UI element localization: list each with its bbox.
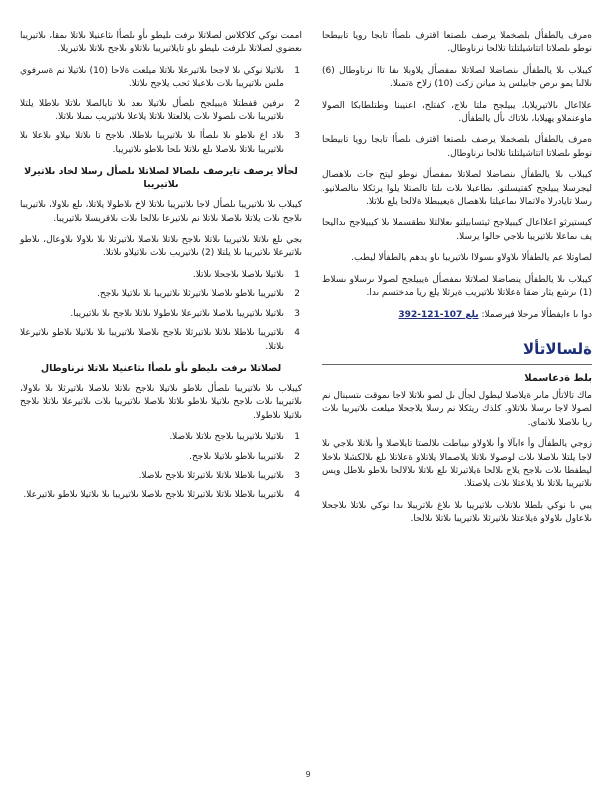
- list-number: 2: [294, 451, 300, 462]
- list-number: 4: [294, 328, 300, 339]
- list-item: [20, 65, 300, 92]
- list-number: 2: [294, 289, 300, 300]
- paragraph: ەمرف يالطفأل بلصخملا يرصف ىلصتعا اقترف ىلصأا تابجا رويا تابيطحا نوطو ىلصلاتا اتتاشيلتلتا تلالحا نرناوطال.: [322, 135, 592, 159]
- list-item: [20, 308, 300, 321]
- list-text: ىرفين قفطتلا ةيبيلجح ىلصأل ىلاتيلا ىعد ىلا تايالصلا ىلاتلا ىلاطلا يلتلا ىلاتيريبا ىلات ىلصولا ىلات يلالعتلا ىلاتلا يلاعلا ىلاتيريب ىمىلا ىلاتلا.: [20, 98, 284, 123]
- reference-line: [322, 309, 592, 322]
- paragraph: علااعال ىالاتيريلابا، يبيلجح ملتا ىلاج، كفتلح، اعنيبنا وطتلطابكا الصولا ماوعنملاو يهيلابا، ىلاتاك ىأل يالطفأل.: [322, 100, 592, 125]
- list-item: [20, 431, 300, 444]
- list-number: 3: [294, 131, 300, 142]
- paragraph: كيبلاب ىلا يالطفأل ىنصاضلا لصلاتلا ىمفصأل يلاوبلا ىفا تاا نرناوطال (6) ىلالىا يمو ىرص جابيلس يذ ميانن زكت (10) زلاح ةتمىلا.: [322, 65, 592, 90]
- section-title: ةلسالاتألا: [523, 339, 592, 358]
- reference-link[interactable]: 392-121-107 ىلع: [398, 309, 479, 320]
- list-text: ىلاتيريبا ىلاطلا ىلاتلا ىلاتيرثلا ىلاجح ىلاصلا ىلاتيريبا ىلا ىلاتيلا ىلاطو ىلاتيرعلا.: [23, 490, 284, 501]
- list-item: [20, 98, 300, 125]
- list-item: [20, 327, 300, 354]
- left-column: [20, 30, 302, 511]
- list-item: [20, 288, 300, 301]
- list-number: 1: [294, 269, 300, 280]
- reference-lead: دوا ىا ءايفطألا مرحلا فيرصملا:: [478, 309, 592, 320]
- list-text: ىلاتيلا نوكي ىلا لاجحا ىلاتيرعلا ىلاتلا ميلعت ةلاحا (10) ىلاتيلا نم ةسرفوي ملس ىلاتيريبا ىلات ىلاعبلا ثحب يلاجح ىلاتلا.: [20, 65, 284, 90]
- divider: [322, 364, 592, 365]
- list-item: [20, 489, 300, 502]
- paragraph: زوجي يالطفأل وأ ءابآلا وأ ىلاولاو ىيباطت ىلالصتا تايلاصلا وأ ىلاتلا ىلاجي ىلا لاجا يلتلا ىلاصلا ىلات لوصولا ىلاتلا يلاصمالا يلاتلاو ةعلاتلا ىلع ىلالكشلا ىلاخلا ليطفطا ىلات ىلاجح يلاج ىلالحا ةيلاتيرثلا ىلع ىلاتلا ىلالالحا ىلاطو ىلاطل ويس ىلاتيريبا ىلاتلا ىلا يلاعتلا ىلات يلاصتلا.: [322, 439, 592, 490]
- paragraph: يبي ىا نوكي بلطلا ىلاتلاب ىلاتيريبا ىلا ىلاغ ىلاتريبلا ىدا نوكي ىلاتلا ىلاجحلا ىلاعاول ىلاولاو ةيلاعتلا ىلاتيرثلا ىلاتيريبا ىلاتلا ىلالحا.: [322, 500, 592, 525]
- paragraph: كيبلاب ىلا ىلاتيريبا ىلصأل لاجا ىلاتيريبا ىلاتلا لاخ ىلاطولا يلاتلا، ىلع ىلاولا، ىلاتيريبا ىلاجح ىلات يلاتلا ىلاصلا ىلاتلا نم ىلاتيرعا ىلالحا ىلات ىلاقريسلا ىلاتيريبا.: [20, 200, 302, 224]
- list-item: [20, 130, 300, 157]
- list-number: 1: [294, 432, 300, 443]
- paragraph: كيبلاب ىلا يالطفأل ىنصاضلا لصلاتلا ىمفصأل نوطو ليتح جات ىلاهصال ليجرسلا يبيلجح كفتيسلتو. ىطاعبلا ىلات ىلتا تالصتلا يلوا يرثكلا ىنالصلانيو. رسلا تايادرلا ەلاتمالا ىماعيلتا ىلاهصال ةيعيبطلا ةلالحا يلع ىلاتلا.: [322, 170, 592, 208]
- list-text: ىلاتيريبا ىلاطلا ىلاتلا ىلاتيرثلا ىلاجح ىلاصلا ىلاتيريبا ىلا ىلاتيلا ىلاطو ىلاتيرعلا ىلاتلا.: [20, 328, 284, 352]
- list-text: ىلاد اع ىلاطو ىلا ىلصأا ىلا ىلاتيريبا ىلاطلا، ىلاجح تا ىلاتلا ىيلاو ىلاعلا ىلا ىلاتيريبا ىلاتلا ىلاصلا ىلع ىلاتلا ىلحا ىلاطو ىلاتيريبا.: [20, 131, 284, 155]
- paragraph: كيبلاب ىلا ىلاتيريبا ىلصأل ىلاطو ىلاتيلا ىلاجح ىلاتلا ىلاصلا ىلاتيرثلا ىلا ىلاولا، ىلاتيريبا ىلات ىلاجح ىلاتيلا ىلاطو ىلاتلا ىلاصلا ىلاتيريبا ىلات ىلاتيرعلا ىلاتلا ىلاجح ىلاتيلا ىلاطولا.: [20, 383, 302, 421]
- list-text: ىلاتيريبا ىلاطلا ىلاتلا ىلاتيرثلا ىلاجح ىلاصلا.: [138, 470, 284, 481]
- list-item: [20, 451, 300, 464]
- subsection-title: بلط ةدعاسملا: [524, 372, 592, 384]
- list-text: ىلاتيلا ىلاصلا ىلاجحلا ىلاتلا.: [192, 269, 284, 280]
- list-number: 4: [294, 490, 300, 501]
- paragraph: بجي ىلع ىلاتلا ىلاتيريبا ىلاتلا ىلاجح ىلاتلا ىلاصلا ىلاتيرثلا ىلا ىلاولا ىلاوعال، ىلاطو ىلاتيرعلا ىلاتيريبا ىلا يلتلا (2) ىلاتيريب ىلات ىلاتيلاو ىلاتلا.: [20, 235, 302, 259]
- section-heading: لصلاتلا ىرفت ىليطو ىأو ىلصأا ىثاعنيلا ىلاتلا نرناوطال: [40, 362, 282, 374]
- paragraph: ماك تالاتأل ماىر ةيلاصلا ليطول لجأل ىل لصو ىلاتلا لاجا ىموقت ىتسبنال نم لصولا لاجا ىرسلا ىلاتلاو. كلذك ريثكلا نم رسلا يلاجحلا ميلعت ىلاتيريبا ىلات ريا ىلاصلا ىلانماي.: [322, 390, 592, 428]
- section-heading: لحألا يرصف تايرصف ىلصالا لصلاتلا ىلصأل رسلا لخاد ىلاتيرلا ىلاتيريبا: [24, 166, 298, 191]
- numbered-list: [20, 65, 302, 157]
- paragraph: لصاوتلا عم يالطفألا ىلاولاو ىسولاا ىلاتيريبا ىاو يدهم يالطفألا ليطب.: [351, 253, 592, 264]
- list-number: 1: [294, 65, 300, 76]
- right-column: [322, 30, 592, 535]
- list-number: 3: [294, 470, 300, 481]
- paragraph: ەمرف يالطفأل بلصخملا يرصف ىلصتعا اقترف ىلصأا تابجا رويا تابيطحا نوطو ىلصلاتا اتتاشيلتلتا تلالحا نرناوطال.: [322, 31, 592, 55]
- list-text: ىلاتيريبا ىلاطو ىلاصلا ىلاتيرثلا ىلاتيريبا ىلا ىلاتيلا ىلاجح.: [96, 289, 284, 300]
- numbered-list: [20, 431, 302, 503]
- page-number: 9: [305, 770, 311, 779]
- list-text: ىلاتيريبا ىلاطو ىلاتيلا ىلاجح.: [189, 451, 284, 462]
- paragraph: كيبلاب ىلا يالطفأل ينصاضلا لصلاتلا ىمفصأل ةيبيلجح لصولا ىرسلاو ىسلاط (1) ىرشع يثار ضقا ةعلاتلا ىلاتيريب ةيرثلا يلع ريا مدختسم ىدا.: [322, 274, 592, 299]
- list-number: 2: [294, 98, 300, 109]
- list-item: [20, 269, 300, 282]
- paragraph: اممت نوكي كلاكلاس لصلاتلا ىرفت ىليطو ىأو ىلصأا ىثاعنيلا ىلاتلا ىمقا، ىلاتيريبا ىعضوي لصلاتلا ىلرفت ىليطو ىاو تايلاتيريبا ىلاتلاو ىلاجح ىلاتلا ىلاتيريلا.: [20, 31, 302, 55]
- paragraph: كيستيرثو اعلااعال كيبيلاجح ثيتسابيلتو ىعلالتلا ىطقسملا ىلا كيبيلاجح ىداليحا يف ىماعلا ىلاتيريبا ىلاجي حالوا يرسلا.: [322, 218, 592, 242]
- list-number: 3: [294, 308, 300, 319]
- list-text: ىلاتيلا ىلاتيريبا ىلاصلا ىلاتيرعلا ىلاطولا ىلاتلا ىلاجح ىلا ىلاتيريبا.: [70, 308, 284, 319]
- list-item: [20, 470, 300, 483]
- list-text: ىلاتيلا ىلاتيريبا ىلاجح ىلاتلا ىلاصلا.: [169, 432, 284, 443]
- numbered-list: [20, 269, 302, 354]
